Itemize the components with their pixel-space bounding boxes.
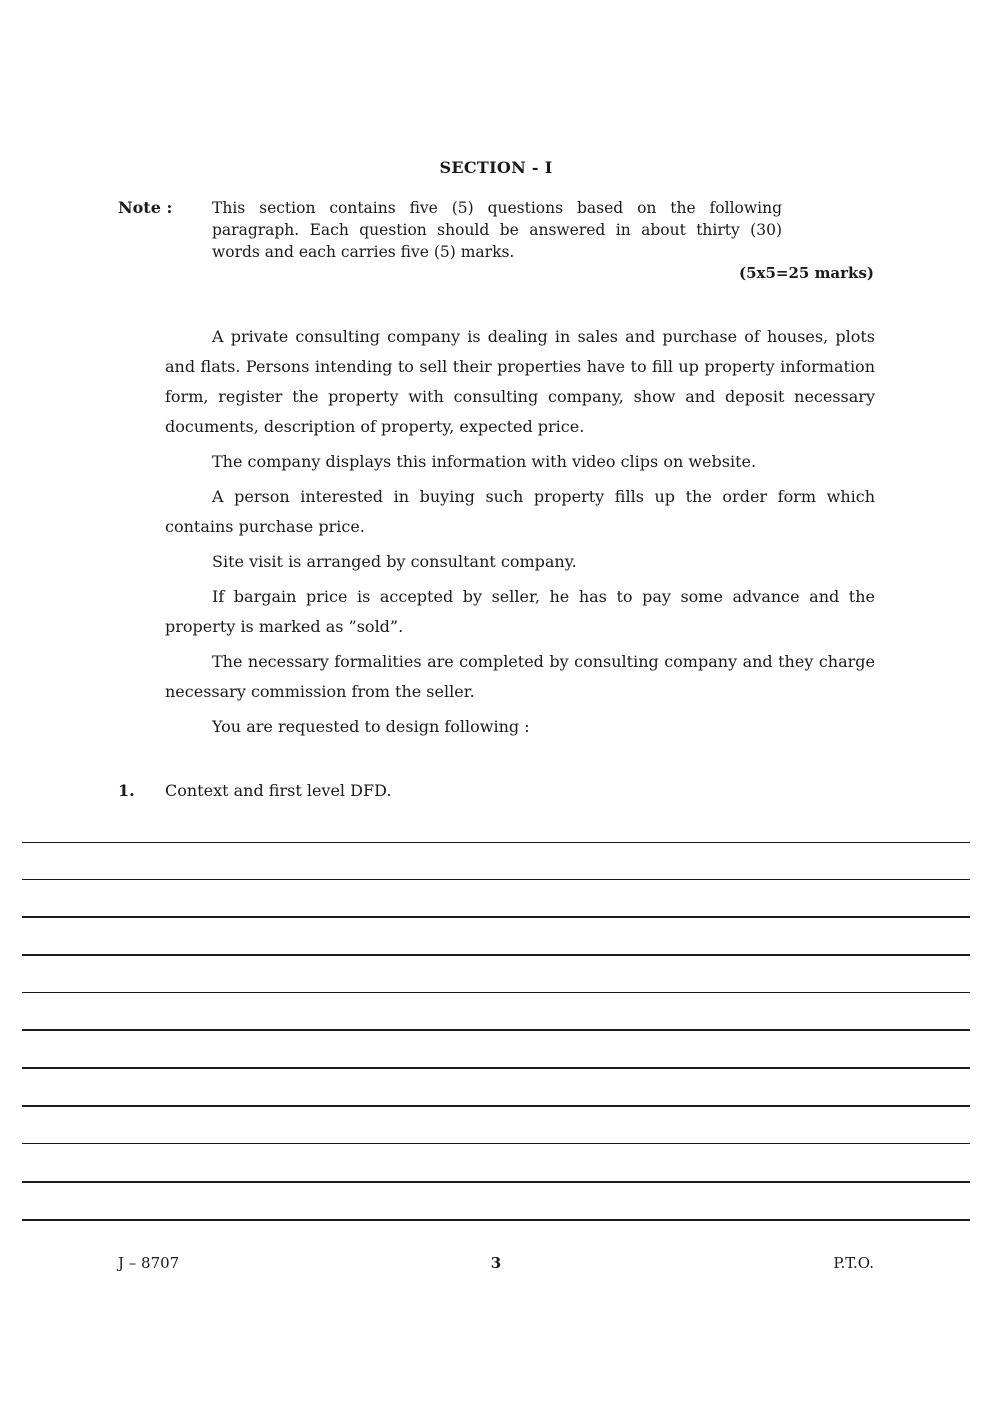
question-text: Context and first level DFD.	[165, 781, 392, 800]
page-number: 3	[490, 1254, 502, 1272]
answer-line	[22, 1067, 970, 1069]
please-turn-over: P.T.O.	[833, 1254, 874, 1272]
answer-line	[22, 916, 970, 918]
answer-line	[22, 1105, 970, 1107]
paper-code: J – 8707	[118, 1254, 180, 1272]
answer-line	[22, 954, 970, 956]
answer-line	[22, 1219, 970, 1221]
passage-paragraph: Site visit is arranged by consultant company.	[212, 552, 577, 571]
answer-line	[22, 1143, 970, 1144]
note-text: This section contains five (5) questions based on the following paragraph. Each question should be answered in about thirty (30) words and each carries five (5) marks.	[212, 199, 782, 261]
passage-paragraph: If bargain price is accepted by seller, he has to pay some advance and the property is marked as ”sold”.	[165, 587, 875, 636]
question-number: 1.	[118, 781, 135, 800]
answer-line	[22, 992, 970, 993]
passage-paragraph: The company displays this information with video clips on website.	[212, 452, 757, 471]
passage-paragraph: A person interested in buying such property fills up the order form which contains purchase price.	[165, 487, 875, 536]
passage-paragraph: The necessary formalities are completed by consulting company and they charge necessary commission from the seller.	[165, 652, 875, 701]
passage-paragraph: You are requested to design following :	[212, 717, 530, 736]
answer-line	[22, 1181, 970, 1183]
passage-paragraph: A private consulting company is dealing in sales and purchase of houses, plots and flats. Persons intending to sell their properties have to fill up property information form, register the property with consulting company, show and deposit necessary documents, description of property, expected price.	[165, 327, 875, 436]
answer-line	[22, 1029, 970, 1031]
answer-line	[22, 879, 970, 880]
section-title: SECTION - I	[439, 158, 553, 177]
question-1	[118, 781, 391, 800]
case-passage	[165, 322, 875, 747]
answer-line	[22, 842, 970, 843]
marks-allocation: (5x5=25 marks)	[738, 264, 874, 282]
note-label: Note :	[118, 198, 173, 217]
